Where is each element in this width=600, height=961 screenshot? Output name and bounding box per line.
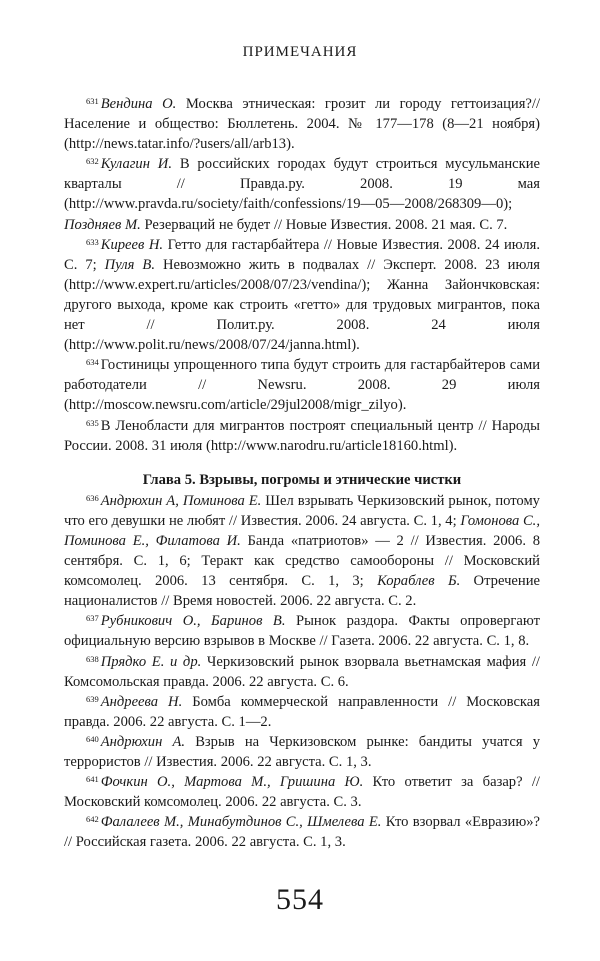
footnote-text: Кто ответит за базар? // Московский комсомолец. 2006. 22 августа. С. 3. [64,774,540,811]
footnote-636 [64,491,540,612]
footnote-number: 642 [86,814,99,825]
footnote-number: 633 [86,236,99,247]
footnote-634 [64,355,540,415]
notes-text-block [64,94,540,852]
footnote-639 [64,692,540,732]
footnote-author: Андрюхин А, Поминова Е. [100,492,262,509]
footnote-author: Гомонова С., Поминова Е., Филатова И. [64,512,540,549]
footnote-text: Шел взрывать Черкизовский рынок, потому что его девушки не любят // Известия. 2006. 24 августа. С. 1, 4; [64,492,540,529]
footnote-text: Резерваций не будет // Новые Известия. 2008. 21 мая. С. 7. [140,216,508,233]
footnote-number: 634 [86,357,99,368]
footnote-635 [64,416,540,456]
footnote-633 [64,235,540,356]
footnote-author: Андрюхин А. [100,733,186,750]
footnote-author: Пуля В. [104,256,155,273]
footnote-number: 636 [86,492,99,503]
footnote-text: Москва этническая: грозит ли городу геттоизация?// Население и общество: Бюллетень. 2004. № 177—178 (8—21 ноября) (http://news.tatar.info/?users/all/arb13). [64,96,541,153]
footnote-number: 639 [86,693,99,704]
footnote-text: Невозможно жить в подвалах // Эксперт. 2008. 23 июля (http://www.expert.ru/articles/2008/07/23/vendina/); Жанна Зайончковская: другого выхода, кроме как строить «гетто» для трудовых мигрантов, пока нет // Полит.ру. 2008. 24 июля (http://www.polit.ru/news/2008/07/24/janna.html). [64,256,541,354]
footnote-text: Бомба коммерческой направленности // Московская правда. 2006. 22 августа. С. 1—2. [64,693,540,730]
footnote-text: Черкизовский рынок взорвала вьетнамская мафия // Комсомольская правда. 2006. 22 августа. С. 6. [64,653,540,690]
footnote-text: Гостиницы упрощенного типа будут строить для гастарбайтеров сами работодатели // Newsru. 2008. 29 июля (http://moscow.newsru.com/article/29jul2008/migr_zilyo). [64,357,540,414]
footnote-632 [64,154,540,234]
footnote-author: Фочкин О., Мартова М., Гришина Ю. [100,774,364,791]
footnote-author: Фалалеев М., Минабутдинов С., Шмелева Е. [100,814,382,831]
running-head: ПРИМЕЧАНИЯ [242,44,358,60]
footnote-text: Взрыв на Черкизовском рынке: бандиты учатся у террористов // Известия. 2006. 22 августа. С. 1, 3. [64,733,541,770]
footnote-641 [64,772,540,812]
notes-list-top [64,94,540,456]
notes-list-bottom [64,491,540,853]
footnote-number: 637 [86,613,99,624]
footnote-author: Кораблев Б. [377,573,461,590]
footnote-638 [64,652,540,692]
footnote-text: В российских городах будут строиться мусульманские кварталы // Правда.ру. 2008. 19 мая (http://www.pravda.ru/society/faith/confessions/19—05—2008/268309—0); [64,156,540,213]
footnote-text: Кто взорвал «Евразию»? // Российская газета. 2006. 22 августа. С. 1, 3. [64,814,540,851]
footnote-637 [64,611,540,651]
page-number: 554 [276,883,324,916]
footnote-text: В Ленобласти для мигрантов построят специальный центр // Народы России. 2008. 31 июля (http://www.narodru.ru/article18160.html). [64,417,540,454]
section-gap [64,456,540,470]
chapter-heading: Глава 5. Взрывы, погромы и этнические чистки [142,471,462,488]
footnote-631 [64,94,540,154]
footnote-number: 641 [86,774,99,785]
footnote-text: Отречение националистов // Время новостей. 2006. 22 августа. С. 2. [64,573,540,610]
footnote-author: Прядко Е. и др. [100,653,202,670]
footnote-640 [64,732,540,772]
footnote-author: Рубникович О., Баринов В. [100,613,286,630]
footnote-number: 638 [86,653,99,664]
footnote-number: 635 [86,417,99,428]
footnote-text: Рынок раздора. Факты опровергают официальную версию взрывов в Москве // Газета. 2006. 22 августа. С. 1, 8. [64,613,540,650]
footnote-author: Андреева Н. [100,693,183,710]
footnote-author: Поздняев М. [64,216,141,233]
footnote-author: Киреев Н. [100,236,164,253]
footnote-text: Гетто для гастарбайтера // Новые Известия. 2008. 24 июля. С. 7; [64,236,540,273]
footnote-642 [64,812,540,852]
footnote-author: Вендина О. [100,96,177,112]
footnote-number: 640 [86,733,99,744]
footnote-text: Банда «патриотов» — 2 // Известия. 2006. 8 сентября. С. 1, 6; Теракт как средство самообороны // Московский комсомолец. 2006. 13 сентября. С. 1, 3; [64,532,541,590]
footnote-number: 631 [86,96,99,106]
footnote-number: 632 [86,156,99,167]
footnote-author: Кулагин И. [100,156,172,173]
